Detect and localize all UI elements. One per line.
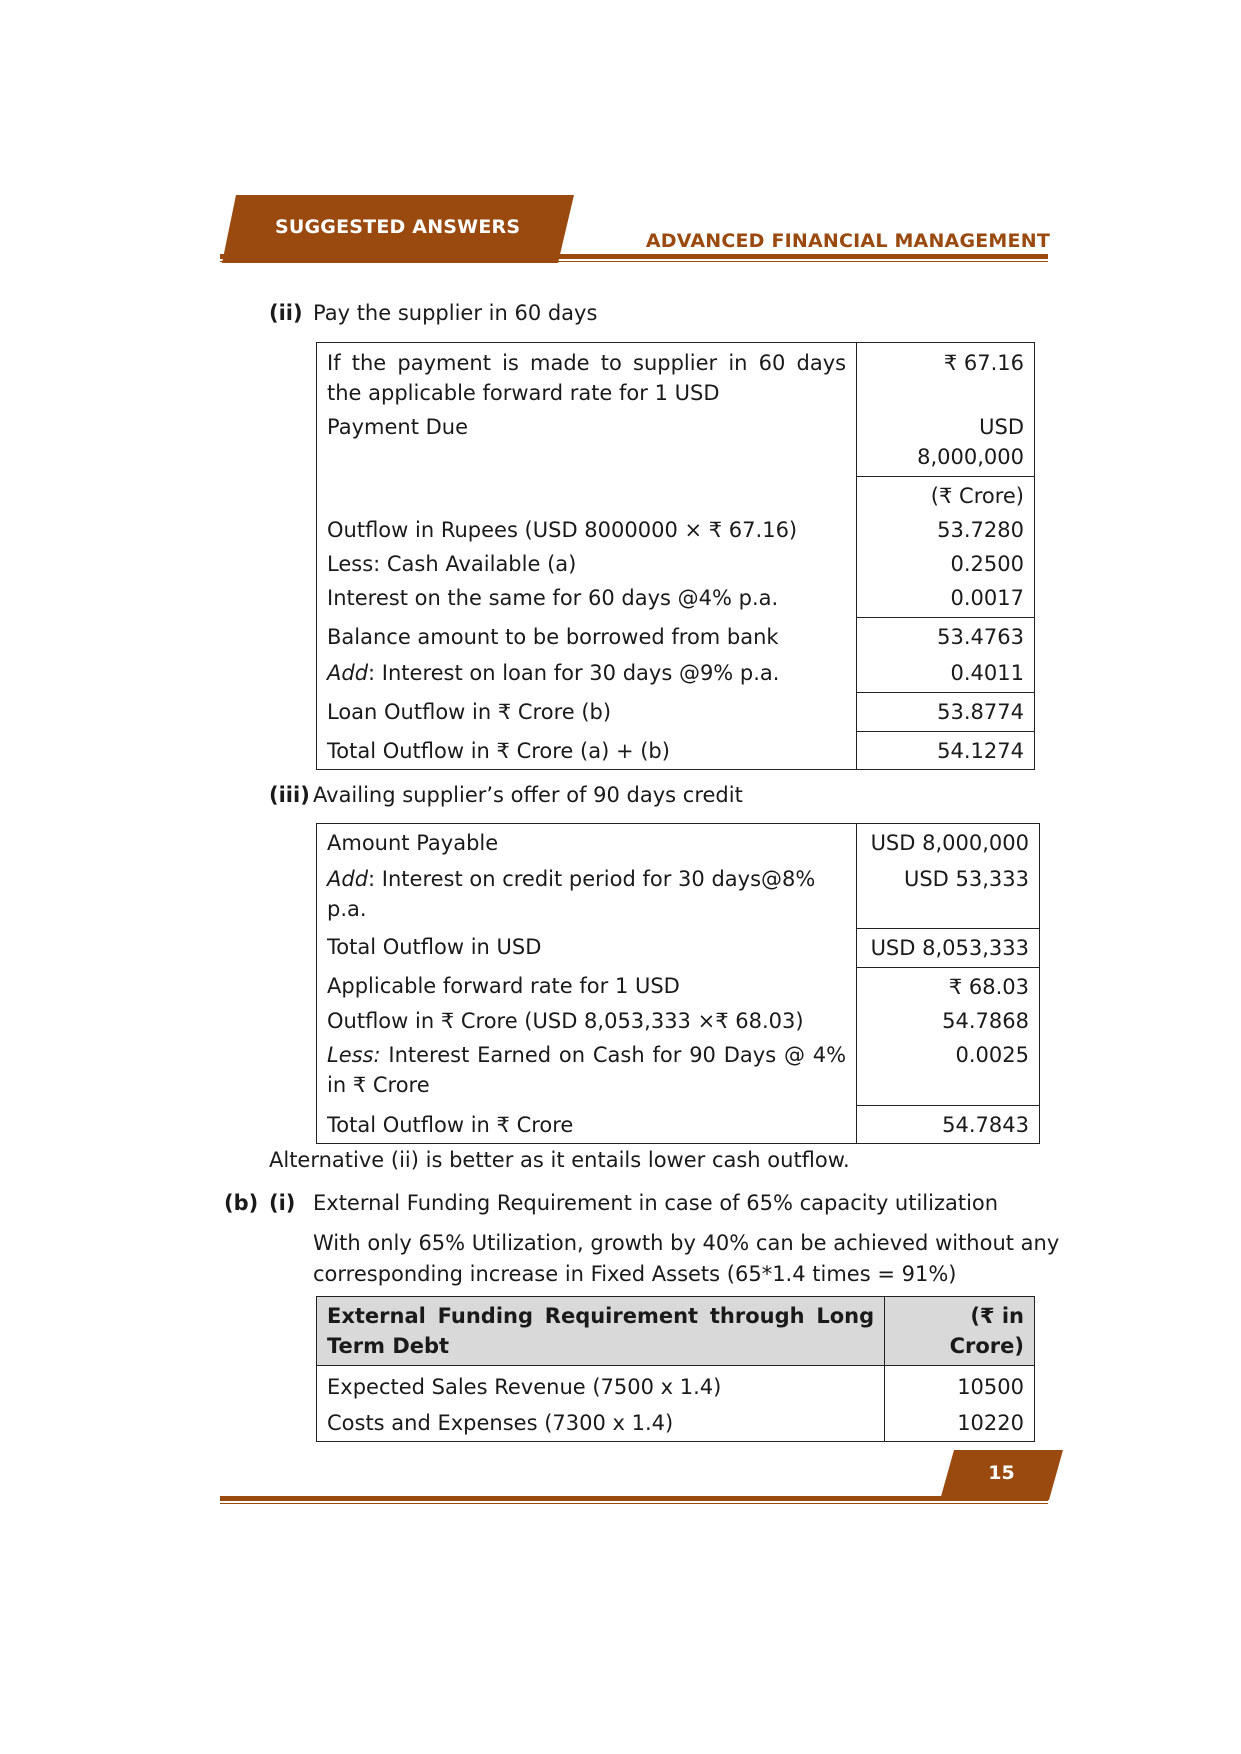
- row-value: 0.0025: [857, 1036, 1040, 1106]
- table-row: [317, 1036, 1040, 1106]
- footer-rule-thin: [220, 1503, 1048, 1504]
- row-label-prefix: Add: [327, 867, 369, 891]
- row-value: 53.7280: [857, 511, 1035, 545]
- table-row: [317, 343, 1035, 413]
- row-value: USD 8,053,333: [857, 928, 1040, 967]
- row-value: USD 8,000,000: [857, 412, 1035, 477]
- section-b-paragraph-line-2: corresponding increase in Fixed Assets (65*1.4 times = 91%): [313, 1262, 957, 1286]
- row-label: Payment Due: [317, 412, 857, 477]
- section-b-paragraph-line-1: With only 65% Utilization, growth by 40% can be achieved without any: [313, 1231, 1060, 1255]
- row-label: [317, 654, 857, 693]
- section-ii-marker: (ii): [269, 301, 303, 325]
- table-row: [317, 928, 1040, 967]
- table-row: [317, 412, 1035, 477]
- row-label: Total Outflow in ₹ Crore: [317, 1106, 857, 1144]
- table-header-row: [317, 1297, 1035, 1366]
- row-label: Interest on the same for 60 days @4% p.a.: [317, 579, 857, 618]
- header-tab-label: SUGGESTED ANSWERS: [275, 216, 521, 238]
- row-label: Outflow in ₹ Crore (USD 8,053,333 ×₹ 68.03): [317, 1002, 857, 1036]
- section-ii-table: [316, 342, 1035, 770]
- table-row: [317, 967, 1040, 1002]
- row-label: [317, 477, 857, 512]
- page-number: 15: [988, 1462, 1015, 1484]
- table-row: [317, 511, 1035, 545]
- row-value: 54.7868: [857, 1002, 1040, 1036]
- table-row: [317, 654, 1035, 693]
- row-label: Costs and Expenses (7300 x 1.4): [317, 1404, 885, 1442]
- row-label: [317, 860, 857, 928]
- table-row: [317, 824, 1040, 861]
- table-row: [317, 860, 1040, 928]
- header-title: ADVANCED FINANCIAL MANAGEMENT: [645, 230, 1050, 252]
- table-row: [317, 477, 1035, 512]
- table-row: [317, 732, 1035, 770]
- row-label-text: Interest Earned on Cash for 90 Days @ 4% in ₹ Crore: [327, 1042, 847, 1097]
- row-value: 10220: [885, 1404, 1035, 1442]
- header-rule-thin: [220, 261, 1048, 262]
- table-row: [317, 618, 1035, 655]
- header-rule: [220, 254, 1048, 259]
- table-header-left: External Funding Requirement through Long Term Debt: [317, 1297, 885, 1366]
- row-label-prefix: Add: [327, 661, 369, 685]
- row-label: Total Outflow in ₹ Crore (a) + (b): [317, 732, 857, 770]
- section-iii-table: [316, 823, 1040, 1144]
- row-label-text: : Interest on credit period for 30 days@8% p.a.: [327, 867, 816, 921]
- conclusion-text: Alternative (ii) is better as it entails lower cash outflow.: [269, 1148, 850, 1172]
- row-value: 53.4763: [857, 618, 1035, 655]
- row-value: 0.0017: [857, 579, 1035, 618]
- row-value: 10500: [885, 1366, 1035, 1405]
- row-value: 0.4011: [857, 654, 1035, 693]
- row-value: (₹ Crore): [857, 477, 1035, 512]
- table-row: [317, 1366, 1035, 1405]
- row-label: Amount Payable: [317, 824, 857, 861]
- row-value: ₹ 68.03: [857, 967, 1040, 1002]
- row-label: Balance amount to be borrowed from bank: [317, 618, 857, 655]
- row-label: [317, 1036, 857, 1106]
- row-value: 53.8774: [857, 693, 1035, 732]
- section-b-i-marker: (i): [269, 1191, 296, 1215]
- row-value: USD 53,333: [857, 860, 1040, 928]
- table-row: [317, 545, 1035, 579]
- row-label-text: : Interest on loan for 30 days @9% p.a.: [368, 661, 780, 685]
- row-value: ₹ 67.16: [857, 343, 1035, 413]
- row-value: USD 8,000,000: [857, 824, 1040, 861]
- row-label: Less: Cash Available (a): [317, 545, 857, 579]
- section-b-heading: External Funding Requirement in case of 65% capacity utilization: [313, 1191, 999, 1215]
- row-label: Outflow in Rupees (USD 8000000 × ₹ 67.16): [317, 511, 857, 545]
- table-header-right: (₹ in Crore): [885, 1297, 1035, 1366]
- funding-table: [316, 1296, 1035, 1442]
- row-label: If the payment is made to supplier in 60 days the applicable forward rate for 1 USD: [317, 343, 857, 413]
- row-label-prefix: Less:: [327, 1042, 381, 1067]
- section-ii-heading: Pay the supplier in 60 days: [313, 301, 598, 325]
- row-label: Expected Sales Revenue (7500 x 1.4): [317, 1366, 885, 1405]
- row-label: Loan Outflow in ₹ Crore (b): [317, 693, 857, 732]
- section-iii-heading: Availing supplier’s offer of 90 days credit: [313, 783, 743, 807]
- row-label: Applicable forward rate for 1 USD: [317, 967, 857, 1002]
- footer-rule: [220, 1496, 1048, 1501]
- table-row: [317, 1106, 1040, 1144]
- row-value: 54.7843: [857, 1106, 1040, 1144]
- row-label: Total Outflow in USD: [317, 928, 857, 967]
- section-iii-marker: (iii): [269, 783, 310, 807]
- table-row: [317, 579, 1035, 618]
- table-row: [317, 1404, 1035, 1442]
- row-value: 54.1274: [857, 732, 1035, 770]
- table-row: [317, 693, 1035, 732]
- table-row: [317, 1002, 1040, 1036]
- row-value: 0.2500: [857, 545, 1035, 579]
- section-b-marker: (b): [224, 1191, 259, 1215]
